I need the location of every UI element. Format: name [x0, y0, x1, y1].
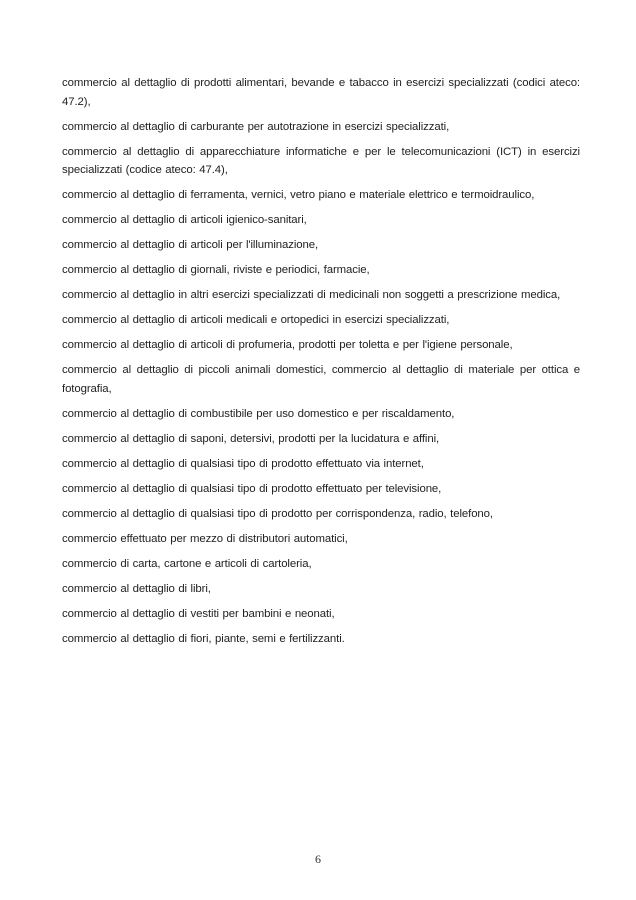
list-item: commercio al dettaglio di fiori, piante, semi e fertilizzanti. [62, 632, 345, 645]
list-item: commercio al dettaglio di articoli per l'illuminazione, [62, 239, 319, 251]
list-item: commercio al dettaglio di articoli igienico-sanitari, [62, 214, 307, 226]
list-item: commercio al dettaglio di ferramenta, vernici, vetro piano e materiale elettrico e termoidraulico, [62, 189, 535, 201]
activity-list [62, 74, 580, 655]
list-item: commercio al dettaglio di vestiti per bambini e neonati, [62, 607, 335, 620]
list-item: commercio al dettaglio di apparecchiature informatiche e per le telecomunicazioni (ICT) in esercizi specializzati (codice ateco: 47.4), [62, 145, 580, 176]
list-item: commercio al dettaglio di qualsiasi tipo di prodotto per corrispondenza, radio, telefono, [62, 507, 493, 520]
list-item: commercio al dettaglio di prodotti alimentari, bevande e tabacco in esercizi specializzati (codici ateco: 47.2), [62, 77, 580, 108]
list-item: commercio al dettaglio di qualsiasi tipo di prodotto effettuato via internet, [62, 457, 424, 470]
list-item: commercio al dettaglio di libri, [62, 582, 211, 595]
list-item: commercio al dettaglio di qualsiasi tipo di prodotto effettuato per televisione, [62, 482, 442, 495]
list-item: commercio al dettaglio di carburante per autotrazione in esercizi specializzati, [62, 120, 450, 133]
list-item: commercio al dettaglio di articoli medicali e ortopedici in esercizi specializzati, [62, 314, 450, 326]
list-item: commercio effettuato per mezzo di distributori automatici, [62, 532, 348, 545]
list-item: commercio al dettaglio di articoli di profumeria, prodotti per toletta e per l'igiene personale, [62, 339, 513, 351]
list-item: commercio al dettaglio in altri esercizi specializzati di medicinali non soggetti a prescrizione medica, [62, 289, 561, 301]
list-item: commercio di carta, cartone e articoli di cartoleria, [62, 557, 312, 570]
page-number: 6 [315, 852, 321, 866]
list-item: commercio al dettaglio di combustibile per uso domestico e per riscaldamento, [62, 407, 455, 420]
list-item: commercio al dettaglio di giornali, riviste e periodici, farmacie, [62, 264, 370, 276]
list-item: commercio al dettaglio di piccoli animali domestici, commercio al dettaglio di materiale per ottica e fotografia, [62, 364, 580, 395]
list-item: commercio al dettaglio di saponi, detersivi, prodotti per la lucidatura e affini, [62, 432, 440, 445]
